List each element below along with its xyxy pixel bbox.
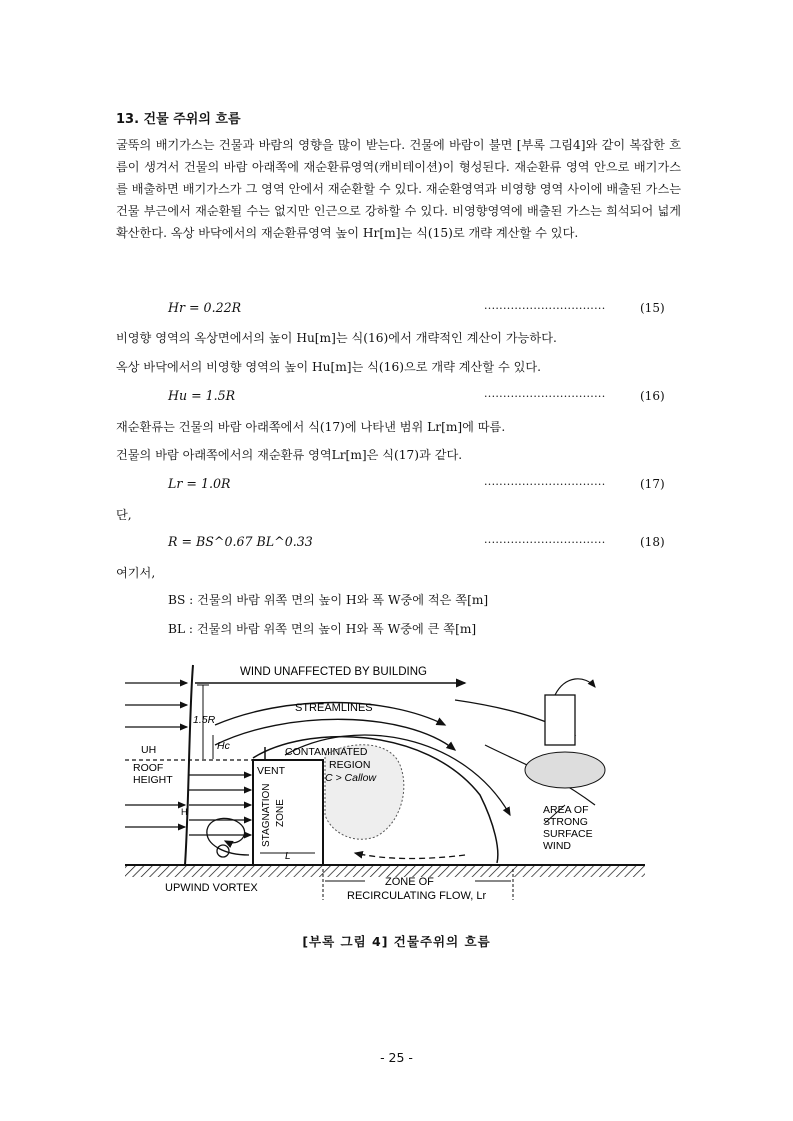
label-surface: SURFACE [543,828,593,840]
page-number: - 25 - [380,1050,413,1065]
equation-17: Lr = 1.0R [168,476,231,491]
label-c-allow: C > Callow [325,772,377,784]
downwind-structure [545,695,575,745]
structure-swirl [555,679,595,695]
leader-dots-16: ································ [484,390,606,403]
label-hc: Hc [217,740,230,752]
label-l: L [285,851,291,862]
label-contaminated: CONTAMINATED [285,746,368,758]
text-line-hu-1: 비영향 영역의 옥상면에서의 높이 Hu[m]는 식(16)에서 개략적인 계산이 가능하다. [116,331,557,345]
leader-dots-15: ································ [484,302,606,315]
label-upwind-vortex: UPWIND VORTEX [165,882,258,894]
text-dan: 단, [116,508,132,522]
equation-number-16: (16) [640,389,665,403]
text-line-hu-2: 옥상 바닥에서의 비영향 영역의 높이 Hu[m]는 식(16)으로 개략 계산할 수 있다. [116,360,542,374]
label-recirculating-flow: RECIRCULATING FLOW, Lr [347,890,487,902]
equation-15: Hr = 0.22R [168,300,242,315]
label-zone: ZONE [275,799,286,827]
upwind-vortex-curve [207,818,249,855]
wake-eddy-zone [525,752,605,788]
text-line-lr-2: 건물의 바람 아래쪽에서의 재순환류 영역Lr[m]은 식(17)과 같다. [116,448,463,462]
equation-number-15: (15) [640,301,665,315]
equation-number-17: (17) [640,477,665,491]
body-paragraph: 굴뚝의 배기가스는 건물과 바람의 영향을 많이 받는다. 건물에 바람이 불면 [부록 그림4]와 같이 복잡한 흐름이 생겨서 건물의 바람 아래쪽에 재순환류영역(캐비테이션)이 형성된다. 재순환류 영역 안으로 배기가스를 배출하면 배기가스가 그 영역 안에서 재순환할 수 있다. 재순환영역과 비영향 영역 사이에 배출된 가스는 건물 부근에서 재순환될 수는 없지만 인근으로 강하할 수 있다. 비영향영역에 배출된 가스는 희석되어 넓게 확산한다. 옥상 바닥에서의 재순환류영역 높이 Hr[m]는 식(15)로 개략 계산할 수 있다. [116,138,681,240]
equation-16: Hu = 1.5R [168,388,236,403]
text-line-lr-1: 재순환류는 건물의 바람 아래쪽에서 식(17)에 나타낸 범위 Lr[m]에 따름. [116,420,506,434]
label-wind: WIND [543,840,571,852]
label-uh: UH [141,744,157,756]
section-heading: 13. 건물 주위의 흐름 [116,112,241,127]
recirculation-arrow [355,853,465,859]
building-flow-figure [125,655,665,917]
label-zone-of: ZONE OF [385,876,434,888]
figure-caption: [부록 그림 4] 건물주위의 흐름 [302,934,491,949]
label-vent: VENT [257,765,286,777]
leader-dots-18: ································ [484,536,606,549]
equation-number-18: (18) [640,535,665,549]
label-region: REGION [329,759,371,771]
label-strong: STRONG [543,816,588,828]
equation-18: R = BS^0.67 BL^0.33 [168,534,313,549]
label-1-5r: 1.5R [193,714,216,726]
label-wind-unaffected: WIND UNAFFECTED BY BUILDING [240,666,427,678]
label-stagnation: STAGNATION [261,783,272,847]
label-streamlines: STREAMLINES [295,702,373,714]
definition-bl: BL : 건물의 바람 위쪽 면의 높이 H와 폭 W중에 큰 쪽[m] [168,622,477,636]
leader-dots-17: ································ [484,478,606,491]
text-yeogiseo: 여기서, [116,566,156,580]
label-area-of: AREA OF [543,804,589,816]
label-height: HEIGHT [133,774,173,786]
label-h: H [181,807,188,817]
definition-bs: BS : 건물의 바람 위쪽 면의 높이 H와 폭 W중에 적은 쪽[m] [168,593,489,607]
label-roof: ROOF [133,762,164,774]
